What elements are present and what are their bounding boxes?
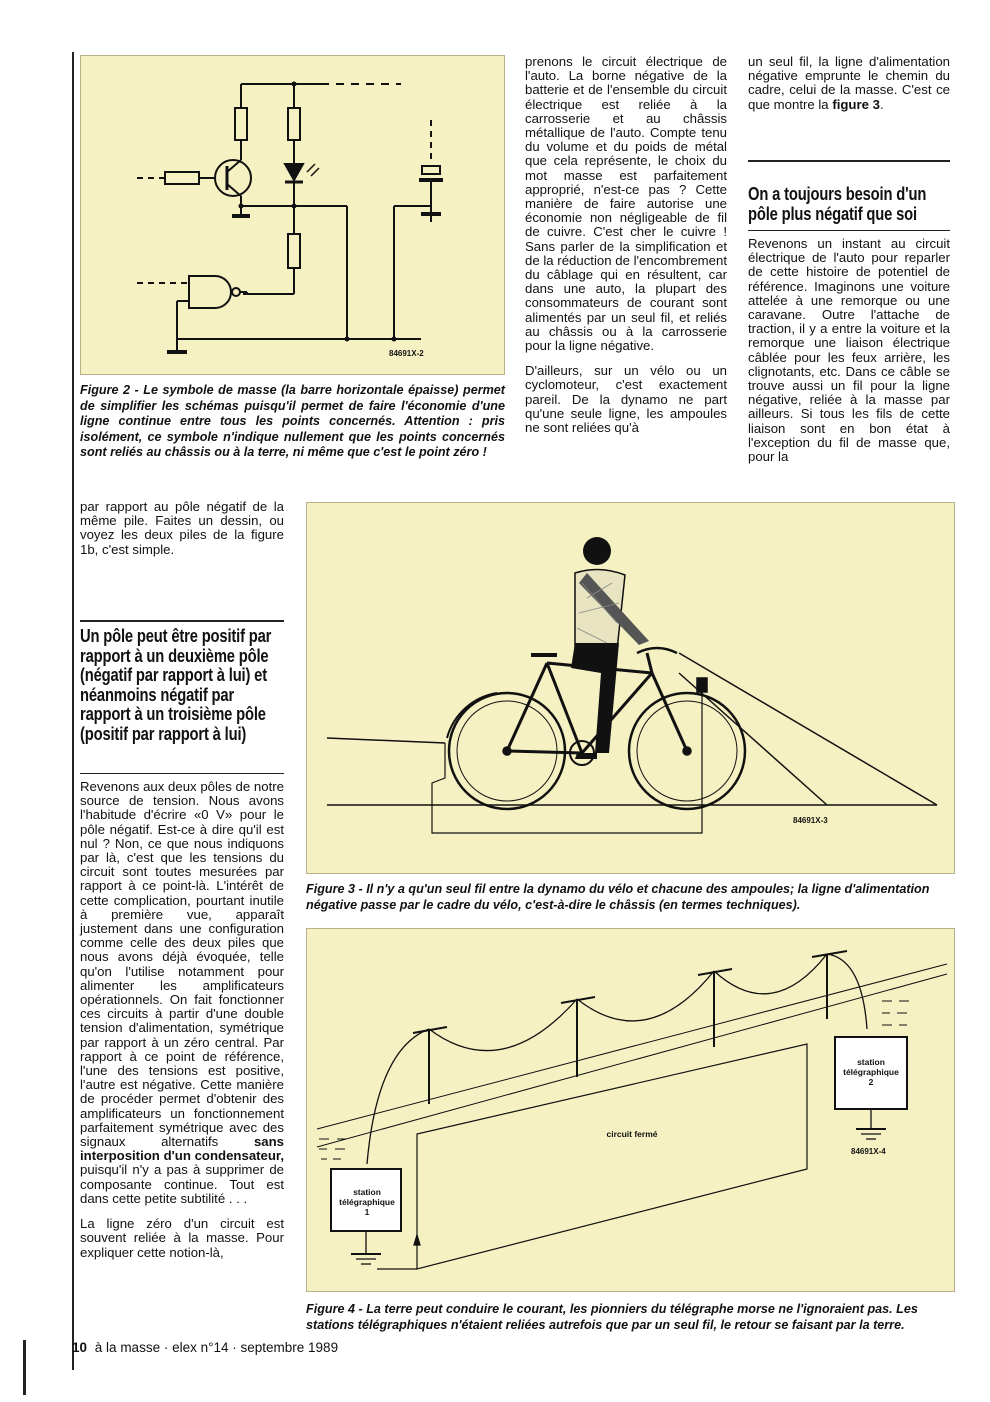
right-heading-rule-top (748, 160, 950, 162)
margin-rule-top (72, 52, 74, 1370)
middle-paragraph-2: D'ailleurs, sur un vélo ou un cyclomoteur, c'est exactement pareil. De la dynamo ne part qu'une seule ligne, les ampoules ne sont reliées qu'à (525, 363, 727, 436)
figure-2-caption-label: Figure 2 - (80, 383, 139, 397)
column-left (80, 500, 284, 568)
figure-4 (306, 928, 955, 1292)
station-1-label: station télégraphique 1 (339, 1187, 395, 1217)
figure-2-code: 84691X-2 (389, 349, 424, 358)
figure-2-caption-text: Le symbole de masse (la barre horizontale épaisse) permet de simplifier les schémas puisqu'il permet de faire l'économie d'une ligne continue entre tous les points concernés. Attention : pris isolément, ce symbole n'indique nullement que les points concernés sont reliés au châssis ou à la terre, ni même que c'est le point zéro ! (80, 383, 505, 459)
figure-4-telegraph (307, 929, 954, 1291)
figure-3 (306, 502, 955, 874)
left-paragraph-2: La ligne zéro d'un circuit est souvent reliée à la masse. Pour expliquer cette notion-là, (80, 1216, 284, 1260)
figure-2-schematic (81, 56, 504, 374)
figure-3-ref: figure 3 (832, 96, 880, 112)
figure-4-caption-text: La terre peut conduire le courant, les pionniers du télégraphe morse ne l'ignoraient pas. Les stations télégraphiques n'étaient reliées autrefois que par un seul fil, le retour se faisant par la terre. (306, 1302, 918, 1332)
right-paragraph-2: Revenons un instant au circuit électrique de l'auto pour reparler de cette histoire de potentiel de référence. Imaginons une voiture attelée à une remorque ou une caravane. Outre l'attache de traction, il y a entre la voiture et la remorque une liaison électrique câblée pour les feux arrière, les clignotants, etc. Dans ce câble se trouve aussi un fil pour la ligne négative, reliée à la masse par ailleurs. Si tous les fils de cette liaison sont en bon état à l'exception du fil de masse que, pour la (748, 236, 950, 465)
figure-3-code: 84691X-3 (793, 816, 828, 825)
circuit-ferme-label: circuit fermé (606, 1129, 658, 1139)
right-heading-rule-bottom (748, 230, 950, 231)
page-number: 10 (72, 1340, 88, 1355)
footer-text: à la masse · elex n°14 · septembre 1989 (94, 1340, 339, 1355)
figure-3-caption (306, 882, 956, 913)
figure-4-caption (306, 1302, 956, 1333)
footer (72, 1340, 338, 1355)
figure-4-code: 84691X-4 (851, 1147, 886, 1156)
left-body (80, 780, 284, 1271)
station-2-label: station télégraphique 2 (843, 1057, 899, 1087)
right-paragraph-1: un seul fil, la ligne d'alimentation négative emprunte le chemin du cadre, celui de la masse. C'est ce que montre la figure 3. (748, 54, 950, 112)
left-paragraph-1: Revenons aux deux pôles de notre source de tension. Nous avons l'habitude d'écrire «0 V» pour le pôle négatif. Est-ce à dire qu'il est nul ? Non, ce que nous indiquons par là, c'est que les tensions du circuit sont toutes mesurées par rapport à ce point-là. L'intérêt de cette complication, pourtant inutile à première vue, apparaît justement dans une configuration comme celle des deux piles que nous avons déjà évoquée, telle qu'on l'utilise notamment pour alimenter les amplificateurs opérationnels. On fait fonctionner ces circuits à partir d'une double tension d'alimentation, symétrique par rapport à un zéro central. Par rapport à ce point de référence, l'une des tensions est positive, l'autre est négative. Cette manière de procéder permet d'obtenir des amplificateurs un fonctionnement parfaitement symétrique avec des signaux alternatifs sans interposition d'un condensateur, puisqu'il n'y a pas à supprimer de composante continue. Tout est dans cette petite subtilité . . . (80, 779, 284, 1206)
right-heading: On a toujours besoin d'un pôle plus négatif que soi (748, 184, 927, 224)
column-right (748, 55, 950, 123)
figure-4-caption-label: Figure 4 - (306, 1302, 363, 1316)
figure-3-caption-text: Il n'y a qu'un seul fil entre la dynamo du vélo et chacune des ampoules; la ligne d'alimentation négative passe par le cadre du vélo, c'est-à-dire le châssis (en termes techniques). (306, 882, 930, 912)
column-middle (525, 55, 727, 446)
figure-3-bicycle (307, 503, 954, 873)
margin-rule-bottom (23, 1340, 26, 1395)
figure-2 (80, 55, 505, 375)
figure-2-caption (80, 383, 505, 461)
left-paragraph-top: par rapport au pôle négatif de la même pile. Faites un dessin, ou voyez les deux piles de la figure 1b, c'est simple. (80, 499, 284, 557)
left-heading-rule-top (80, 620, 284, 622)
left-heading-rule-bottom (80, 773, 284, 774)
figure-3-caption-label: Figure 3 - (306, 882, 363, 896)
left-heading: Un pôle peut être positif par rapport à un deuxième pôle (négatif par rapport à lui) et néanmoins négatif par rapport à un troisième pôle (positif par rapport à lui) (80, 626, 272, 744)
left-bold-phrase: sans interposition d'un condensateur, (80, 1134, 284, 1164)
middle-paragraph-1: prenons le circuit électrique de l'auto. La borne négative de la batterie et de l'ensemble du circuit électrique est reliée à la carrosserie et au châssis métallique de l'auto. Compte tenu du volume et du poids de métal que cela représente, le choix du mot masse est parfaitement approprié, n'est-ce pas ? Cette manière de faire autorise une économie non négligeable de fil de cuivre. C'est cher le cuivre ! Sans parler de la simplification et de la réduction de l'encombrement du câblage qui en résultent, car dans une auto, la plupart des consommateurs de courant sont alimentés par un seul fil, et reliés au châssis ou à la carrosserie pour la ligne négative. (525, 54, 727, 354)
